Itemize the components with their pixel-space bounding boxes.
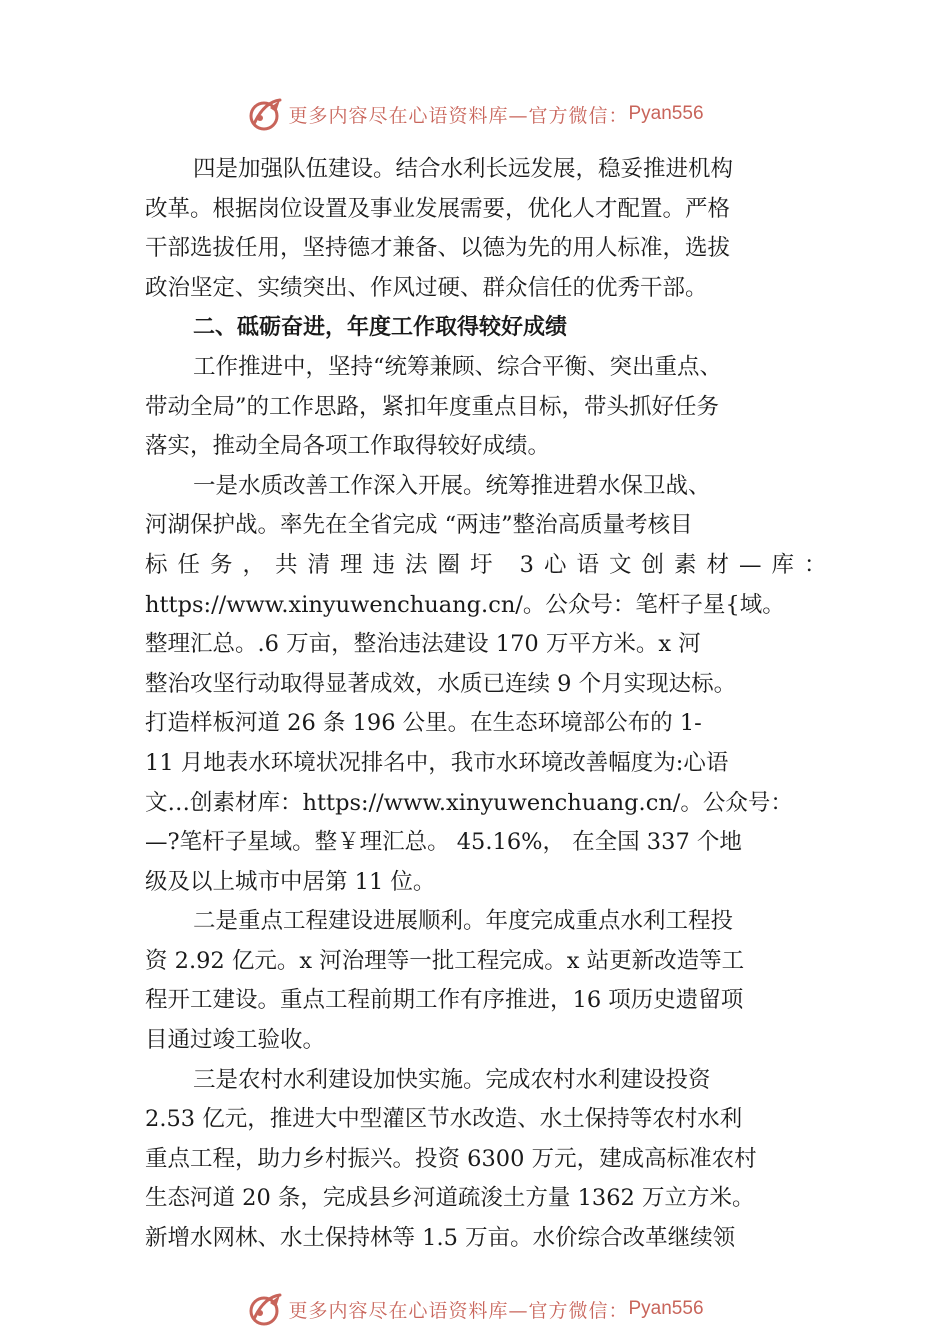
paragraph-line: 整理汇总。.6 万亩，整治违法建设 170 万平方米。x 河 — [145, 631, 701, 658]
paragraph-line: 重点工程，助力乡村振兴。投资 6300 万元，建成高标准农村 — [145, 1145, 757, 1172]
paragraph-line: 2.53 亿元，推进大中型灌区节水改造、水土保持等农村水利 — [145, 1106, 743, 1133]
footer-banner-account: Pyan556 — [628, 1298, 704, 1319]
header-banner — [0, 94, 950, 134]
footer-banner — [0, 1289, 950, 1329]
paragraph-line: 四是加强队伍建设。结合水利长远发展，稳妥推进机构 — [193, 156, 734, 182]
paragraph-line: 目通过竣工验收。 — [145, 1027, 326, 1054]
paragraph-line: 整治攻坚行动取得显著成效，水质已连续 9 个月实现达标。 — [145, 670, 737, 697]
paragraph-line: 河湖保护战。率先在全省完成 “两违”整治高质量考核目 — [145, 512, 693, 539]
paragraph-line: 文…创素材库：https://www.xinyuwenchuang.cn/。公众号： — [145, 789, 793, 816]
document-body — [145, 150, 850, 1259]
footer-banner-text: 更多内容尽在心语资料库—官方微信： — [288, 1299, 629, 1322]
paragraph-line: —?笔杆子星域。整￥理汇总。 45.16%， 在全国 337 个地 — [145, 829, 742, 856]
paragraph-line: 干部选拔任用，坚持德才兼备、以德为先的用人标准，选拔 — [145, 235, 731, 262]
paragraph-line: 生态河道 20 条，完成县乡河道疏浚土方量 1362 万立方米。 — [145, 1185, 755, 1212]
paragraph-line: 一是水质改善工作深入开展。统筹推进碧水保卫战、 — [193, 472, 711, 499]
section-heading: 二、砥砺奋进，年度工作取得较好成绩 — [193, 315, 568, 341]
paragraph-line: 三是农村水利建设加快实施。完成农村水利建设投资 — [193, 1066, 711, 1093]
paragraph-line: 工作推进中，坚持“统筹兼顾、综合平衡、突出重点、 — [193, 353, 723, 380]
paragraph-line: 标任务，共清理违法圈圩 3心语文创素材—库： — [145, 551, 837, 578]
paragraph-line: 政治坚定、实绩突出、作风过硬、群众信任的优秀干部。 — [145, 274, 708, 301]
paragraph-line: 打造样板河道 26 条 196 公里。在生态环境部公布的 1- — [145, 710, 702, 737]
paragraph-line: https://www.xinyuwenchuang.cn/。公众号：笔杆子星{域。 — [145, 591, 785, 618]
header-banner-text: 更多内容尽在心语资料库—官方微信： — [288, 104, 629, 127]
paragraph-line: 新增水网林、水土保持林等 1.5 万亩。水价综合改革继续领 — [145, 1225, 736, 1252]
paragraph-line: 二是重点工程建设进展顺利。年度完成重点水利工程投 — [193, 908, 734, 935]
paragraph-line: 程开工建设。重点工程前期工作有序推进，16 项历史遗留项 — [145, 987, 744, 1014]
header-banner-account: Pyan556 — [628, 103, 704, 124]
logo-icon — [246, 1289, 286, 1329]
paragraph-line: 11 月地表水环境状况排名中，我市水环境改善幅度为:心语 — [145, 749, 729, 776]
paragraph-line: 改革。根据岗位设置及事业发展需要，优化人才配置。严格 — [145, 195, 731, 222]
paragraph-line: 带动全局”的工作思路，紧扣年度重点目标，带头抓好任务 — [145, 393, 720, 420]
paragraph-line: 资 2.92 亿元。x 河治理等一批工程完成。x 站更新改造等工 — [145, 947, 745, 974]
logo-icon — [246, 94, 286, 134]
paragraph-line: 落实，推动全局各项工作取得较好成绩。 — [145, 433, 551, 460]
paragraph-line: 级及以上城市中居第 11 位。 — [145, 868, 436, 895]
